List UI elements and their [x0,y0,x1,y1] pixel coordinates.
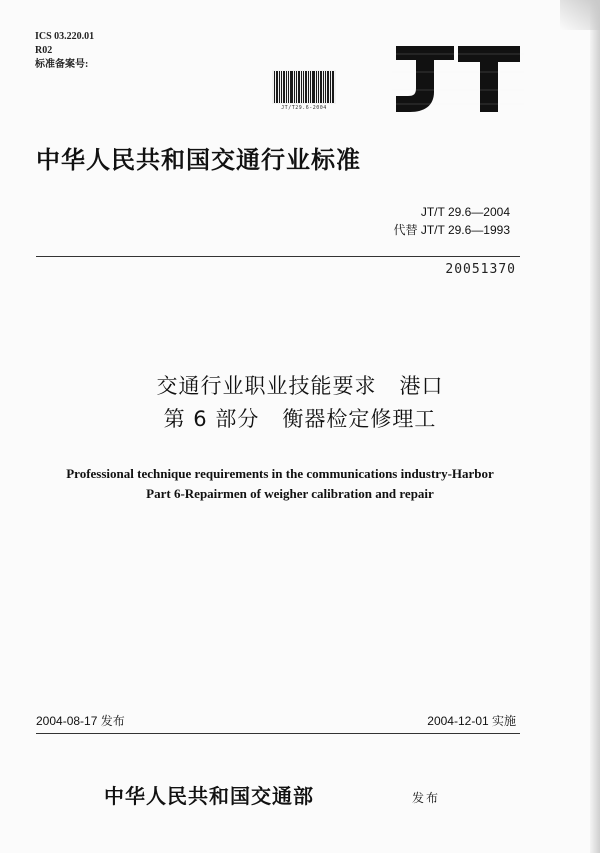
standard-number: JT/T 29.6—2004 [420,205,510,219]
top-divider [36,256,520,257]
jt-logo-icon [392,42,524,114]
archive-stamp: 20051370 [445,262,516,277]
implementation-date: 2004-12-01 实施 [427,714,516,728]
english-title-line-2: Part 6-Repairmen of weigher calibration and repair [146,486,434,501]
english-title-line-1: Professional technique requirements in the communications industry-Harbor [66,466,494,481]
barcode-icon [272,70,336,104]
issuing-authority: 中华人民共和国交通部 [104,784,314,808]
bottom-divider [36,733,520,734]
chinese-title-line-2: 第 6 部分 衡器检定修理工 [163,407,437,431]
record-number-label: 标准备案号: [35,59,89,70]
page-title: 中华人民共和国交通行业标准 [36,146,361,174]
chinese-title-line-1: 交通行业职业技能要求 港口 [156,374,444,398]
classification-block [35,30,94,72]
barcode-caption: JT/T29.6-2004 [281,105,327,111]
standard-number-block [394,203,511,239]
category-code: R02 [35,45,53,56]
scan-corner-shadow [560,0,600,30]
issuing-authority-suffix: 发布 [412,791,441,805]
issue-date: 2004-08-17 发布 [36,714,125,728]
ics-code: ICS 03.220.01 [35,31,95,42]
replaces-standard: 代替 JT/T 29.6—1993 [393,223,510,237]
